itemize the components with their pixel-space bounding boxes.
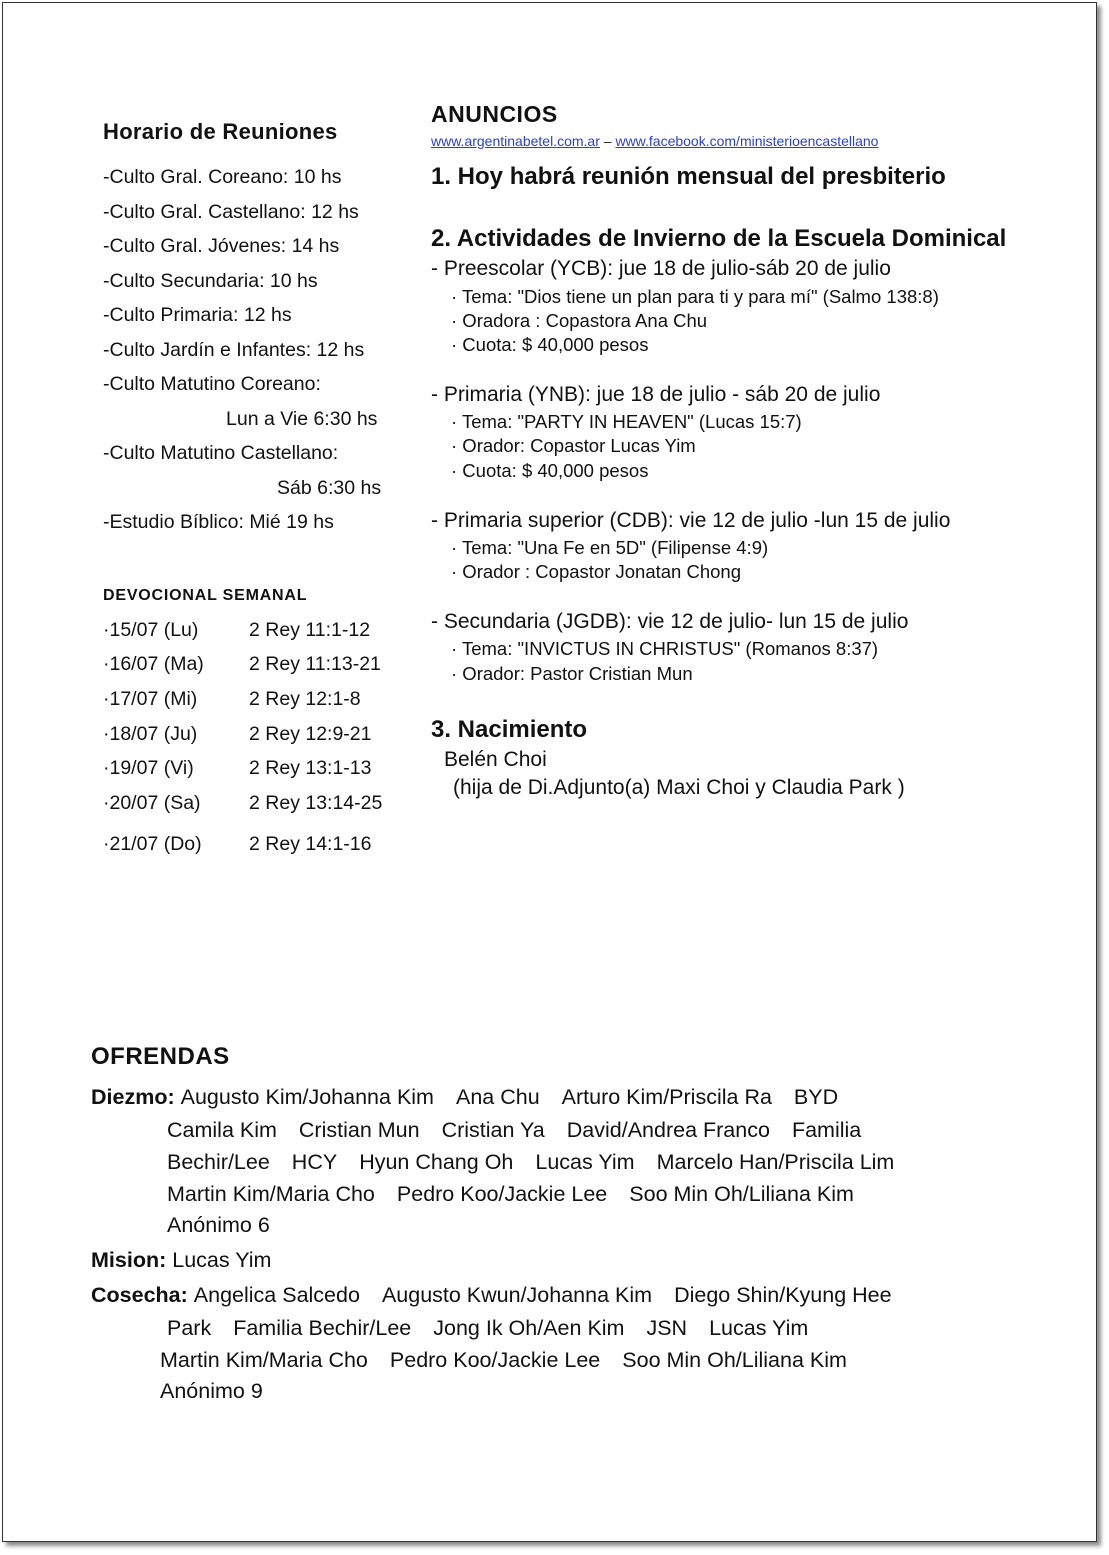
devotional-row <box>103 757 372 780</box>
devotional-date: ·16/07 (Ma) <box>103 653 204 675</box>
offering-name: Martin Kim/Maria Cho <box>167 1182 375 1206</box>
devotional-reading: 2 Rey 13:14-25 <box>249 792 383 814</box>
devotional-reading: 2 Rey 12:9-21 <box>249 723 372 745</box>
devotional-row <box>103 653 381 676</box>
links-line <box>431 133 878 149</box>
devotional-date: ·18/07 (Ju) <box>103 723 198 745</box>
offering-name: HCY <box>291 1150 338 1174</box>
offering-name: BYD <box>793 1085 839 1109</box>
offering-name: Cristian Mun <box>298 1118 420 1142</box>
cosecha-line <box>91 1283 914 1308</box>
group-title: - Primaria (YNB): jue 18 de julio - sáb 20 de julio <box>431 383 881 406</box>
announcement-1: 1. Hoy habrá reunión mensual del presbiterio <box>431 163 946 190</box>
bulletin-page <box>2 2 1097 1542</box>
devotional-row <box>103 833 372 856</box>
diezmo-label: Diezmo: <box>91 1085 175 1109</box>
offering-name: Augusto Kim/Johanna Kim <box>180 1085 434 1109</box>
offering-name: Anónimo 6 <box>167 1213 270 1237</box>
announcements-title: ANUNCIOS <box>431 101 558 127</box>
schedule-list <box>103 163 381 543</box>
schedule-line: -Culto Primaria: 12 hs <box>103 304 292 326</box>
offering-name: Diego Shin/Kyung Hee <box>674 1283 892 1307</box>
offering-name: JSN <box>646 1316 688 1340</box>
offering-name: Pedro Koo/Jackie Lee <box>389 1348 601 1372</box>
offering-name: Bechir/Lee <box>167 1150 270 1174</box>
schedule-line: Sáb 6:30 hs <box>277 476 382 499</box>
devotional-date: ·20/07 (Sa) <box>103 792 201 814</box>
devotional-reading: 2 Rey 12:1-8 <box>249 688 361 710</box>
group-title: - Preescolar (YCB): jue 18 de julio-sáb 20 de julio <box>431 257 891 280</box>
offering-name: Angelica Salcedo <box>193 1283 360 1307</box>
offering-name: Martin Kim/Maria Cho <box>160 1348 368 1372</box>
group-tema: · Tema: "INVICTUS IN CHRISTUS" (Romanos 8:37) <box>451 638 879 659</box>
offering-name: Camila Kim <box>167 1118 277 1142</box>
diezmo-line <box>167 1182 876 1207</box>
devotional-date: ·17/07 (Mi) <box>103 688 198 710</box>
cosecha-line <box>160 1379 285 1404</box>
diezmo-line <box>167 1150 916 1175</box>
group-orador: · Orador : Copastor Jonatan Chong <box>451 561 741 582</box>
mision-label: Mision: <box>91 1248 167 1272</box>
mision-line <box>91 1248 271 1273</box>
offering-name: Hyun Chang Oh <box>359 1150 514 1174</box>
devotional-reading: 2 Rey 11:13-21 <box>249 653 381 675</box>
group-orador: · Oradora : Copastora Ana Chu <box>451 310 708 331</box>
schedule-line: -Culto Gral. Castellano: 12 hs <box>103 200 359 223</box>
offering-name: Anónimo 9 <box>160 1379 263 1403</box>
offering-name: Lucas Yim <box>709 1316 809 1340</box>
schedule-line: Lun a Vie 6:30 hs <box>226 407 378 430</box>
offering-name: Soo Min Oh/Liliana Kim <box>622 1348 847 1372</box>
devotional-title: DEVOCIONAL SEMANAL <box>103 587 308 604</box>
group-tema: · Tema: "PARTY IN HEAVEN" (Lucas 15:7) <box>451 411 802 432</box>
diezmo-line <box>167 1213 292 1238</box>
devotional-date: ·19/07 (Vi) <box>103 757 194 779</box>
offering-name: Arturo Kim/Priscila Ra <box>561 1085 772 1109</box>
offering-name: Marcelo Han/Priscila Lim <box>656 1150 895 1174</box>
group-orador: · Orador: Pastor Cristian Mun <box>451 663 693 684</box>
link-separator: – <box>599 133 616 149</box>
group-tema: · Tema: "Dios tiene un plan para ti y para mí" (Salmo 138:8) <box>451 286 939 307</box>
diezmo-line <box>91 1085 860 1110</box>
schedule-line: -Culto Secundaria: 10 hs <box>103 269 318 292</box>
birth-parents: (hija de Di.Adjunto(a) Maxi Choi y Claudia Park ) <box>453 776 905 799</box>
website-link[interactable]: www.argentinabetel.com.ar <box>431 133 600 149</box>
cosecha-line <box>167 1316 830 1341</box>
cosecha-line <box>160 1348 869 1373</box>
devotional-reading: 2 Rey 14:1-16 <box>249 833 372 855</box>
offerings-title: OFRENDAS <box>91 1043 230 1070</box>
group-orador: · Orador: Copastor Lucas Yim <box>451 435 696 456</box>
facebook-link[interactable]: www.facebook.com/ministerioencastellano <box>615 133 879 149</box>
schedule-line: -Culto Matutino Coreano: <box>103 373 321 395</box>
devotional-reading: 2 Rey 11:1-12 <box>249 619 371 641</box>
offering-name: Cristian Ya <box>441 1118 545 1142</box>
schedule-line: -Culto Gral. Coreano: 10 hs <box>103 166 342 188</box>
group-cuota: · Cuota: $ 40,000 pesos <box>451 334 649 355</box>
schedule-line: -Culto Gral. Jóvenes: 14 hs <box>103 235 340 257</box>
schedule-line: -Culto Jardín e Infantes: 12 hs <box>103 338 365 361</box>
offering-name: Lucas Yim <box>172 1248 272 1272</box>
devotional-row <box>103 723 372 746</box>
devotional-row <box>103 792 382 815</box>
offering-name: Lucas Yim <box>535 1150 635 1174</box>
devotional-date: ·15/07 (Lu) <box>103 619 199 641</box>
offering-name: Park <box>167 1316 212 1340</box>
offering-name: Ana Chu <box>455 1085 540 1109</box>
offering-name: Jong Ik Oh/Aen Kim <box>433 1316 625 1340</box>
offering-name: Pedro Koo/Jackie Lee <box>396 1182 608 1206</box>
schedule-line: -Culto Matutino Castellano: <box>103 442 339 464</box>
offering-name: Familia Bechir/Lee <box>233 1316 412 1340</box>
devotional-date: ·21/07 (Do) <box>103 833 202 855</box>
announcement-2: 2. Actividades de Invierno de la Escuela Dominical <box>431 225 1007 252</box>
group-tema: · Tema: "Una Fe en 5D" (Filipense 4:9) <box>451 537 769 558</box>
devotional-row <box>103 619 370 642</box>
devotional-reading: 2 Rey 13:1-13 <box>249 757 372 779</box>
announcement-3: 3. Nacimiento <box>431 716 588 743</box>
group-title: - Primaria superior (CDB): vie 12 de julio -lun 15 de julio <box>431 509 951 532</box>
offering-name: David/Andrea Franco <box>566 1118 770 1142</box>
diezmo-line <box>167 1118 883 1143</box>
group-cuota: · Cuota: $ 40,000 pesos <box>451 460 649 481</box>
offering-name: Familia <box>791 1118 862 1142</box>
group-title: - Secundaria (JGDB): vie 12 de julio- lun 15 de julio <box>431 610 909 633</box>
offering-name: Soo Min Oh/Liliana Kim <box>629 1182 854 1206</box>
schedule-title: Horario de Reuniones <box>103 119 338 144</box>
cosecha-label: Cosecha: <box>91 1283 188 1307</box>
offering-name: Augusto Kwun/Johanna Kim <box>381 1283 653 1307</box>
birth-name: Belén Choi <box>444 748 547 771</box>
schedule-line: -Estudio Bíblico: Mié 19 hs <box>103 511 334 533</box>
devotional-row <box>103 688 361 711</box>
